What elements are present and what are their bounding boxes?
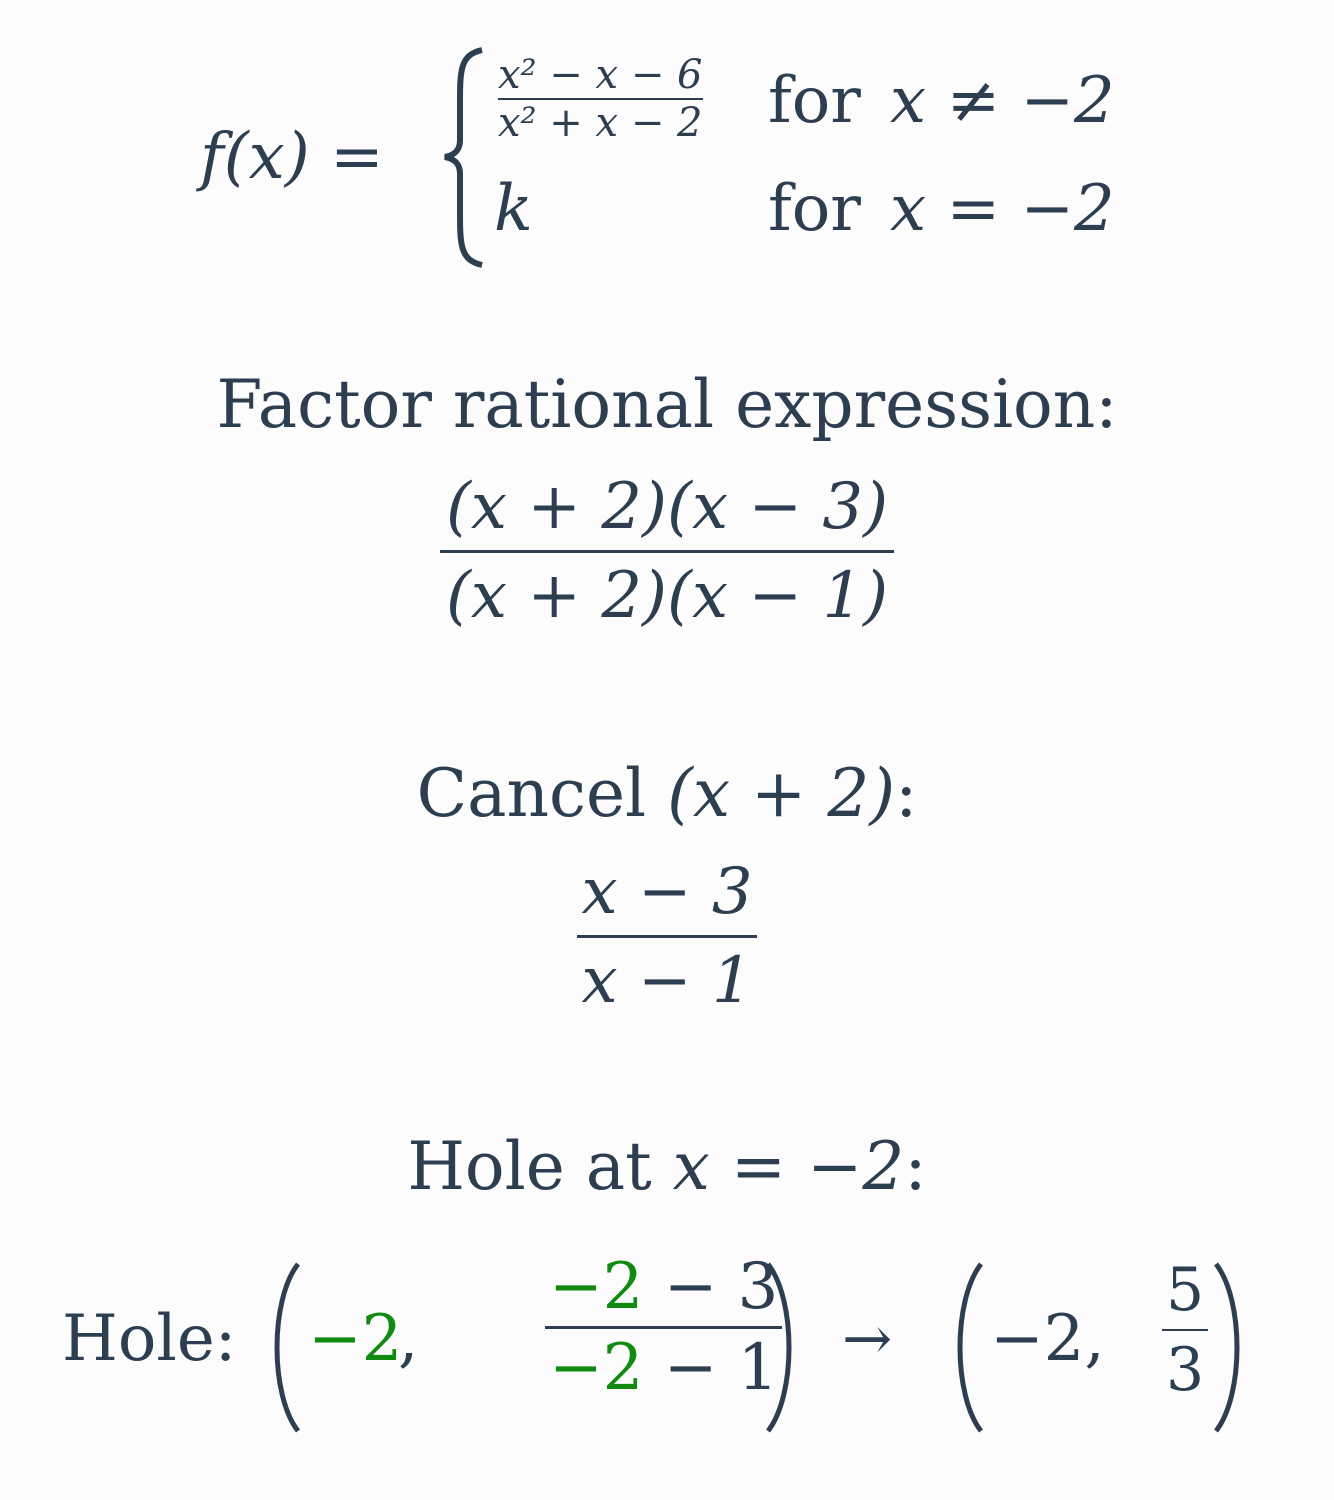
step2-heading (0, 755, 1334, 832)
piecewise-definition (0, 0, 1334, 280)
case2-condition: x = −2 (890, 172, 1115, 246)
right-paren (764, 1260, 804, 1435)
substituted-value: −2 (549, 1331, 644, 1405)
function-lhs: f(x) = (200, 120, 384, 194)
substitution-fraction (545, 1250, 782, 1405)
result-x: −2, (990, 1302, 1105, 1376)
factored-denominator: (x + 2)(x − 1) (445, 559, 889, 633)
hole-line (0, 1250, 1334, 1440)
step1-heading: Factor rational expression: (216, 366, 1118, 443)
arrow-icon: → (842, 1304, 893, 1374)
right-paren (1212, 1260, 1252, 1435)
case1-numerator: x² − x − 6 (498, 52, 703, 98)
hole-label: Hole: (62, 1302, 237, 1376)
case1-condition: x ≠ −2 (890, 64, 1115, 138)
case2-for: for (768, 172, 861, 246)
hole-comma: , (398, 1302, 419, 1376)
left-paren (262, 1260, 302, 1435)
simplified-fraction (577, 855, 756, 1018)
simplified-denominator: x − 1 (581, 944, 753, 1018)
denominator-rest: − 1 (643, 1331, 779, 1405)
step2-heading-math: (x + 2) (667, 755, 896, 832)
hole-x-value: −2 (308, 1302, 403, 1376)
factored-fraction (440, 470, 894, 633)
case1-for: for (768, 64, 861, 138)
left-brace (440, 45, 490, 270)
case2-expression: k (494, 172, 533, 246)
step2-fraction-wrap (0, 855, 1334, 1018)
simplified-numerator: x − 3 (581, 855, 753, 929)
result-numerator: 5 (1166, 1255, 1205, 1325)
step3-heading-text: Hole at (407, 1128, 673, 1205)
step3-heading-colon: : (904, 1128, 927, 1205)
case1-fraction (498, 52, 703, 146)
numerator-rest: − 3 (643, 1250, 779, 1324)
step3-heading-math: x = −2 (672, 1128, 905, 1205)
substituted-value: −2 (549, 1250, 644, 1324)
step2-heading-colon: : (895, 755, 918, 832)
left-paren (945, 1260, 985, 1435)
step2-heading-text: Cancel (416, 755, 668, 832)
substitution-numerator (545, 1250, 782, 1326)
step3-heading (0, 1128, 1334, 1205)
step1-fraction-wrap (0, 470, 1334, 633)
result-fraction (1162, 1255, 1208, 1405)
substitution-denominator (545, 1329, 782, 1405)
case1-denominator: x² + x − 2 (498, 100, 703, 146)
factored-numerator: (x + 2)(x − 3) (445, 470, 889, 544)
result-denominator: 3 (1166, 1335, 1205, 1405)
